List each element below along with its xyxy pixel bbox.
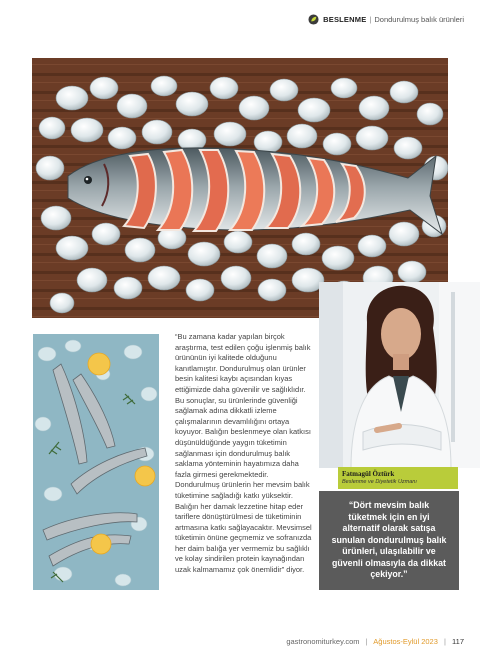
page-header: [308, 14, 464, 25]
section-subtitle: Dondurulmuş balık ürünleri: [374, 15, 464, 24]
person-title: Beslenme ve Diyetetik Uzmanı: [342, 479, 417, 485]
footer-separator: |: [365, 637, 368, 646]
pull-quote: “Dört mevsim balık tüketmek için en iyi alternatif olarak satışa sunulan dondurulmuş balık ürünleri, ulaşılabilir ve güvenli olmasıyla da dikkat çekiyor.”: [331, 499, 447, 580]
salmon-on-ice-photo: [32, 58, 448, 318]
person-name-tag: [338, 467, 458, 489]
article-body: [175, 332, 315, 576]
pull-quote-box: [319, 491, 459, 590]
footer-issue: Ağustos-Eylül 2023: [373, 637, 438, 646]
footer-separator: |: [443, 637, 446, 646]
footer-site: gastronomiturkey.com: [286, 637, 360, 646]
page-number: 117: [452, 637, 464, 646]
section-title: BESLENME: [323, 15, 367, 24]
header-separator: |: [369, 15, 372, 24]
whole-fish-on-ice-photo: [33, 334, 159, 590]
page-footer: [286, 637, 464, 646]
person-name: Fatmagül Öztürk: [342, 470, 395, 478]
leaf-icon: [308, 14, 319, 25]
article-paragraph: “Bu zamana kadar yapılan birçok araştırma, test edilen çoğu işlenmiş balık ürününün iyi kalitede olduğunu kanıtlamıştır. Dondurulmuş olan ürünler besin kalitesi kaybı açısından kıyas ettiğimizde daha güvenilir ve sağlıklıdır. Bu sonuçlar, su ürünlerinde güvenliği sağlamak adına dikkatli izleme çalışmalarının devamlılığını ortaya koyuyor. Balığın beslenmeye olan katkısı düşünüldüğünde yaygın tüketimin sağlanması için dondurulmuş balık saklama yönteminin hayatımıza daha fazla girmesi gerekmektedir. Dondurulmuş ürünlerin her mevsim balık tüketimine sağladığı katkı yüksektir. Balığın her damak lezzetine hitap eder tariflere dönüştürülmesi de tüketiminin artmasına katkı sağlayacaktır. Mevsimsel tüketimin önüne geçmemiz ve sofranızda her daim balığa yer vermemiz bu sağlıklı ve kolay sindirilen protein kaynağından uzak kalmamamız çok önemlidir” diyor.: [175, 332, 312, 575]
nutritionist-portrait-photo: [319, 282, 480, 468]
